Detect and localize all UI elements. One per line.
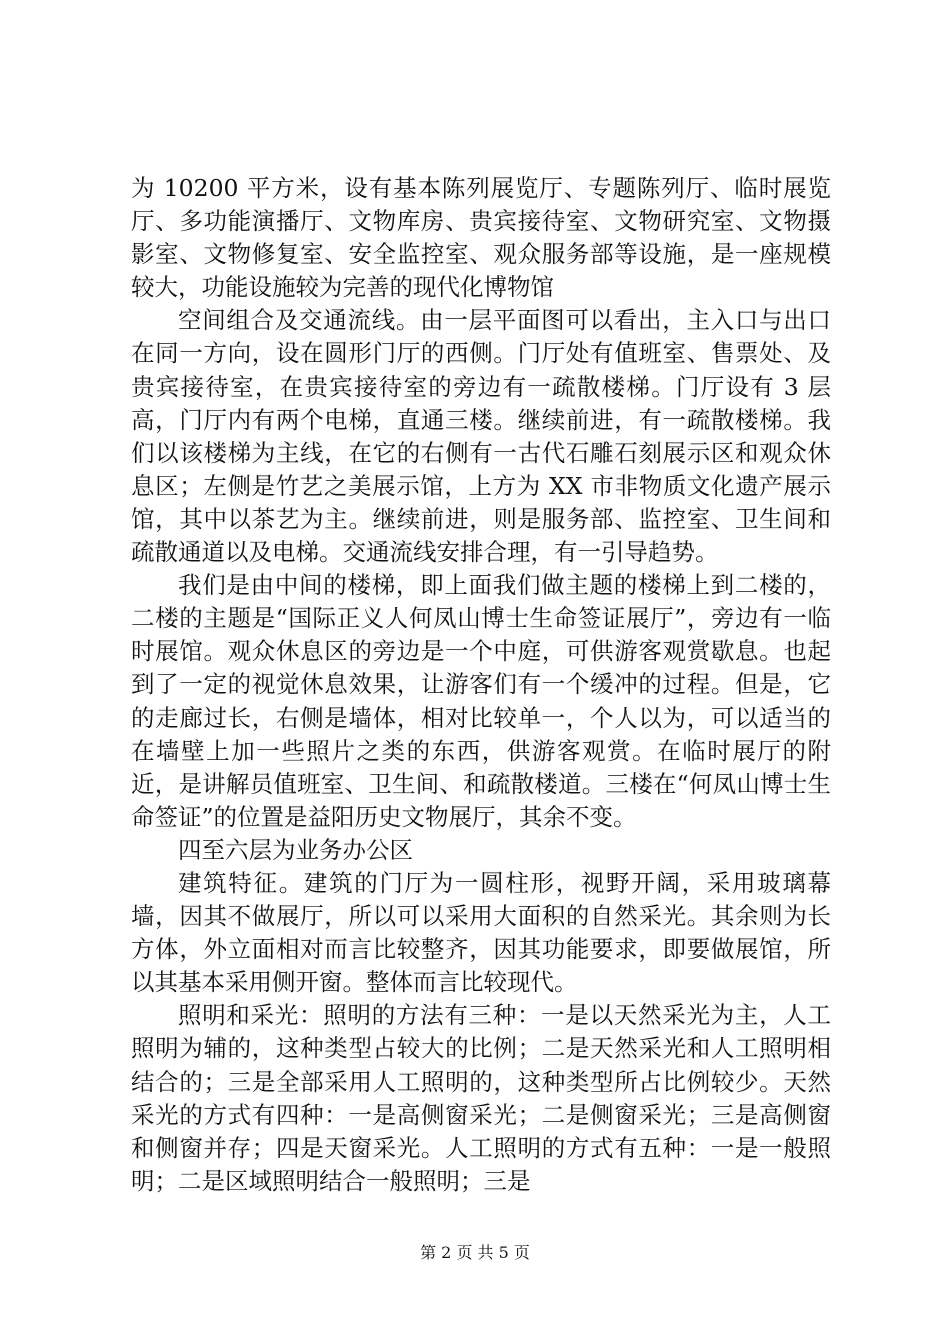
paragraph-office-floors: 四至六层为业务办公区: [178, 835, 413, 864]
page-number-footer: 第 2 页 共 5 页: [420, 1243, 530, 1262]
paragraph-architecture: 建筑特征。建筑的门厅为一圆柱形，视野开阔，采用玻璃幕墙，因其不做展厅，所以可以采用大面积的自然采光。其余则为长方体，外立面相对而言比较整齐，因其功能要求，即要做展馆，所以其基本采用侧开窗。整体而言比较现代。: [131, 868, 831, 997]
paragraph-facilities: 为 10200 平方米，设有基本陈列展览厅、专题陈列厅、临时展览厅、多功能演播厅、文物库房、贵宾接待室、文物研究室、文物摄影室、文物修复室、安全监控室、观众服务部等设施，是一座规模较大，功能设施较为完善的现代化博物馆: [131, 174, 831, 302]
paragraph-second-floor: 我们是由中间的楼梯，即上面我们做主题的楼梯上到二楼的，二楼的主题是“国际正义人何凤山博士生命签证展厅”，旁边有一临时展馆。观众休息区的旁边是一个中庭，可供游客观赏歇息。也起到了一定的视觉休息效果，让游客们有一个缓冲的过程。但是，它的走廊过长，右侧是墙体，相对比较单一，个人以为，可以适当的在墙壁上加一些照片之类的东西，供游客观赏。在临时展厅的附近，是讲解员值班室、卫生间、和疏散楼道。三楼在“何凤山博士生命签证”的位置是益阳历史文物展厅，其余不变。: [131, 571, 831, 831]
document-body: [131, 172, 831, 1198]
paragraph-lighting: 照明和采光：照明的方法有三种：一是以天然采光为主，人工照明为辅的，这种类型占较大的比例；二是天然采光和人工照明相结合的；三是全部采用人工照明的，这种类型所占比例较少。天然采光的方式有四种：一是高侧窗采光；二是侧窗采光；三是高侧窗和侧窗并存；四是天窗采光。人工照明的方式有五种：一是一般照明；二是区域照明结合一般照明；三是: [131, 1001, 831, 1195]
paragraph-circulation: 空间组合及交通流线。由一层平面图可以看出，主入口与出口在同一方向，设在圆形门厅的西侧。门厅处有值班室、售票处、及贵宾接待室，在贵宾接待室的旁边有一疏散楼梯。门厅设有 3 层高，门厅内有两个电梯，直通三楼。继续前进，有一疏散楼梯。我们以该楼梯为主线，在它的右侧有一古代石雕石刻展示区和观众休息区；左侧是竹艺之美展示馆，上方为 XX 市非物质文化遗产展示馆，其中以茶艺为主。继续前进，则是服务部、监控室、卫生间和疏散通道以及电梯。交通流线安排合理，有一引导趋势。: [131, 306, 831, 567]
